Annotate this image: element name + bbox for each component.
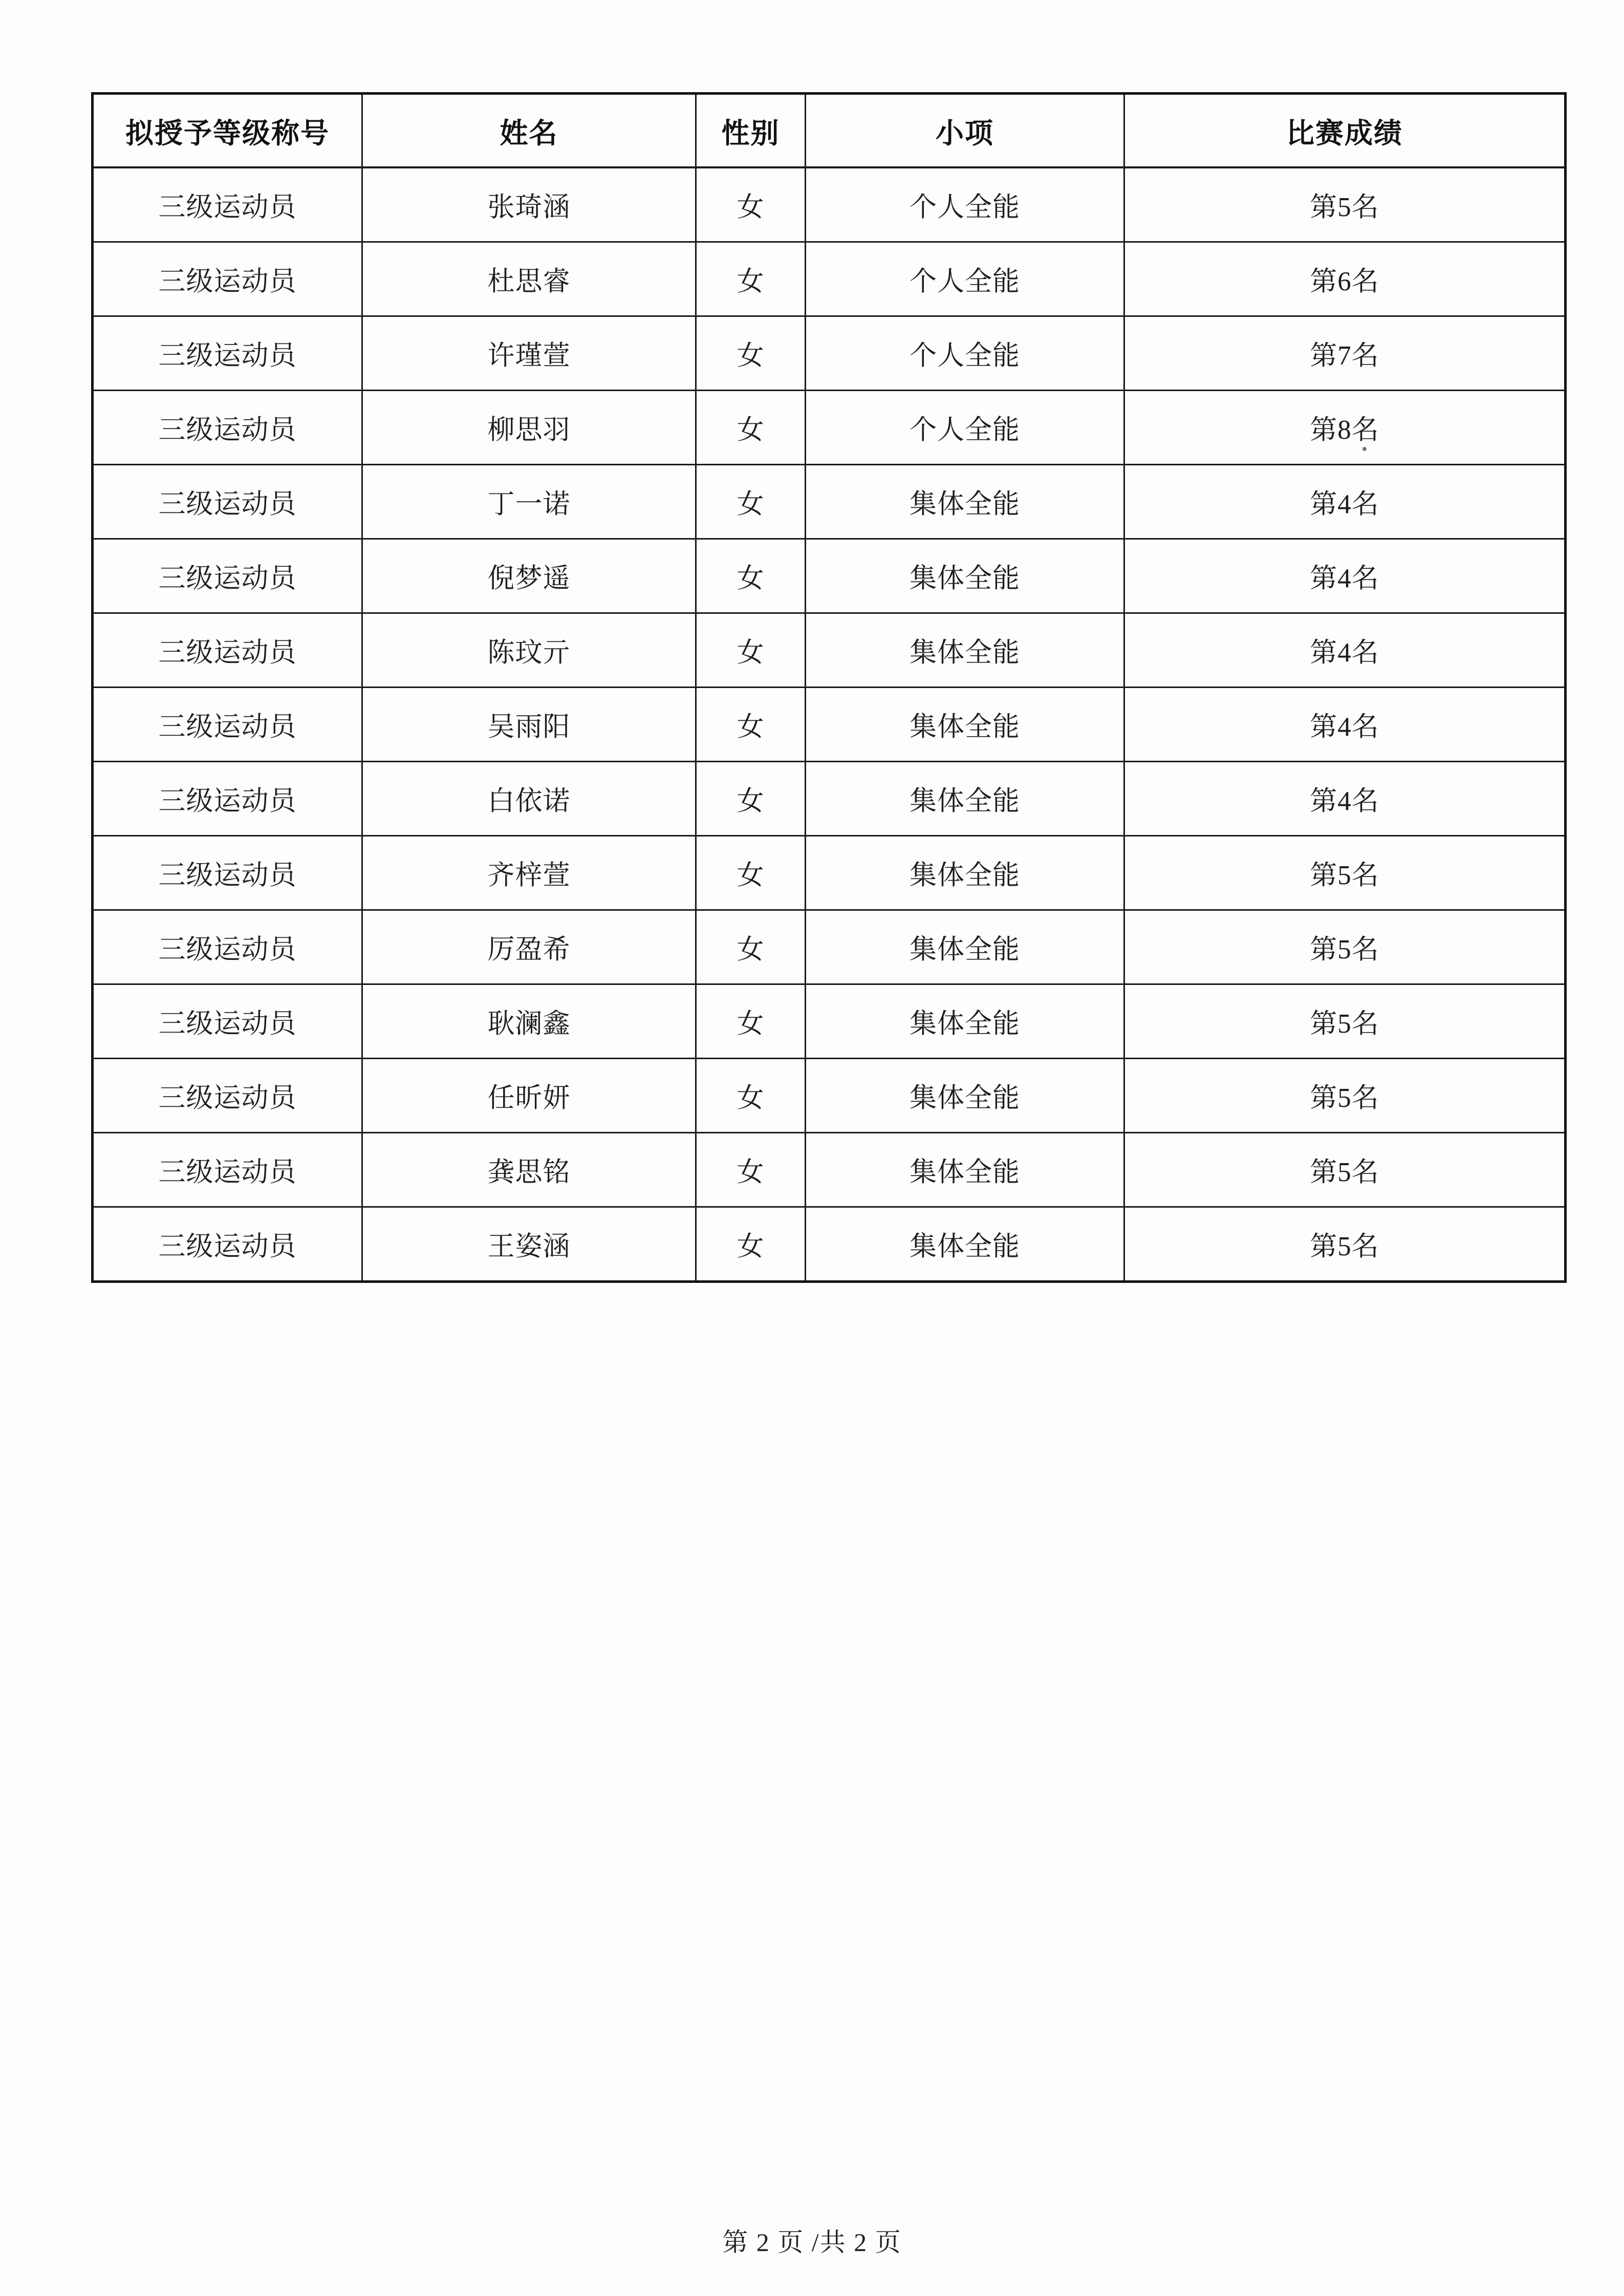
table-row: [93, 167, 1566, 242]
table-row: [93, 984, 1566, 1059]
cell-name: 许瑾萱: [362, 316, 696, 391]
table-row: [93, 539, 1566, 613]
table-row: [93, 762, 1566, 836]
cell-event: 个人全能: [806, 391, 1124, 465]
cell-rank_title: 三级运动员: [93, 167, 362, 242]
cell-gender: 女: [696, 465, 806, 539]
table-row: [93, 242, 1566, 316]
cell-event: 个人全能: [806, 167, 1124, 242]
table-row: [93, 1207, 1566, 1282]
cell-gender: 女: [696, 688, 806, 762]
cell-result: 第5名: [1124, 1207, 1566, 1282]
cell-event: 个人全能: [806, 242, 1124, 316]
cell-event: 集体全能: [806, 1133, 1124, 1207]
table-row: [93, 910, 1566, 984]
table-row: [93, 316, 1566, 391]
cell-gender: 女: [696, 391, 806, 465]
cell-result: 第7名: [1124, 316, 1566, 391]
cell-rank_title: 三级运动员: [93, 1207, 362, 1282]
cell-event: 集体全能: [806, 1059, 1124, 1133]
cell-name: 杜思睿: [362, 242, 696, 316]
cell-name: 齐梓萱: [362, 836, 696, 910]
cell-result: 第5名: [1124, 836, 1566, 910]
cell-name: 陈玟亓: [362, 613, 696, 688]
cell-result: 第6名: [1124, 242, 1566, 316]
cell-gender: 女: [696, 167, 806, 242]
header-cell-gender: 性别: [696, 94, 806, 168]
cell-name: 厉盈希: [362, 910, 696, 984]
cell-rank_title: 三级运动员: [93, 539, 362, 613]
table-header-row: [93, 94, 1566, 168]
cell-result: 第4名: [1124, 613, 1566, 688]
table-row: [93, 1059, 1566, 1133]
cell-gender: 女: [696, 1133, 806, 1207]
cell-name: 任昕妍: [362, 1059, 696, 1133]
table-row: [93, 613, 1566, 688]
cell-name: 王姿涵: [362, 1207, 696, 1282]
cell-rank_title: 三级运动员: [93, 465, 362, 539]
cell-rank_title: 三级运动员: [93, 762, 362, 836]
athlete-rank-table: [91, 92, 1567, 1283]
cell-event: 集体全能: [806, 984, 1124, 1059]
cell-rank_title: 三级运动员: [93, 242, 362, 316]
cell-event: 集体全能: [806, 613, 1124, 688]
table-header: [93, 94, 1566, 168]
table-row: [93, 465, 1566, 539]
cell-result: 第5名: [1124, 167, 1566, 242]
cell-result: 第5名: [1124, 1133, 1566, 1207]
cell-name: 白依诺: [362, 762, 696, 836]
scan-speck-artifact: [1362, 447, 1367, 451]
cell-event: 集体全能: [806, 762, 1124, 836]
cell-name: 龚思铭: [362, 1133, 696, 1207]
cell-result: 第4名: [1124, 465, 1566, 539]
cell-event: 个人全能: [806, 316, 1124, 391]
cell-rank_title: 三级运动员: [93, 1059, 362, 1133]
cell-gender: 女: [696, 316, 806, 391]
cell-result: 第4名: [1124, 762, 1566, 836]
cell-gender: 女: [696, 242, 806, 316]
cell-result: 第4名: [1124, 688, 1566, 762]
page-number-footer: 第 2 页 /共 2 页: [722, 2228, 902, 2257]
table-row: [93, 836, 1566, 910]
cell-event: 集体全能: [806, 688, 1124, 762]
header-cell-name: 姓名: [362, 94, 696, 168]
cell-rank_title: 三级运动员: [93, 836, 362, 910]
header-cell-result: 比赛成绩: [1124, 94, 1566, 168]
cell-gender: 女: [696, 762, 806, 836]
cell-name: 张琦涵: [362, 167, 696, 242]
cell-result: 第5名: [1124, 910, 1566, 984]
cell-name: 柳思羽: [362, 391, 696, 465]
cell-event: 集体全能: [806, 836, 1124, 910]
cell-gender: 女: [696, 984, 806, 1059]
cell-name: 丁一诺: [362, 465, 696, 539]
cell-event: 集体全能: [806, 539, 1124, 613]
cell-name: 吴雨阳: [362, 688, 696, 762]
cell-rank_title: 三级运动员: [93, 391, 362, 465]
table-row: [93, 391, 1566, 465]
cell-result: 第5名: [1124, 984, 1566, 1059]
header-cell-event: 小项: [806, 94, 1124, 168]
cell-rank_title: 三级运动员: [93, 984, 362, 1059]
cell-result: 第5名: [1124, 1059, 1566, 1133]
cell-result: 第8名: [1124, 391, 1566, 465]
cell-gender: 女: [696, 1059, 806, 1133]
cell-gender: 女: [696, 836, 806, 910]
table-row: [93, 688, 1566, 762]
cell-result: 第4名: [1124, 539, 1566, 613]
cell-gender: 女: [696, 1207, 806, 1282]
header-cell-rank_title: 拟授予等级称号: [93, 94, 362, 168]
table-body: [93, 167, 1566, 1282]
cell-event: 集体全能: [806, 465, 1124, 539]
cell-gender: 女: [696, 539, 806, 613]
cell-name: 耿澜鑫: [362, 984, 696, 1059]
cell-gender: 女: [696, 910, 806, 984]
cell-rank_title: 三级运动员: [93, 613, 362, 688]
cell-gender: 女: [696, 613, 806, 688]
cell-event: 集体全能: [806, 910, 1124, 984]
cell-rank_title: 三级运动员: [93, 688, 362, 762]
cell-rank_title: 三级运动员: [93, 910, 362, 984]
cell-name: 倪梦遥: [362, 539, 696, 613]
cell-rank_title: 三级运动员: [93, 1133, 362, 1207]
cell-rank_title: 三级运动员: [93, 316, 362, 391]
cell-event: 集体全能: [806, 1207, 1124, 1282]
table-row: [93, 1133, 1566, 1207]
